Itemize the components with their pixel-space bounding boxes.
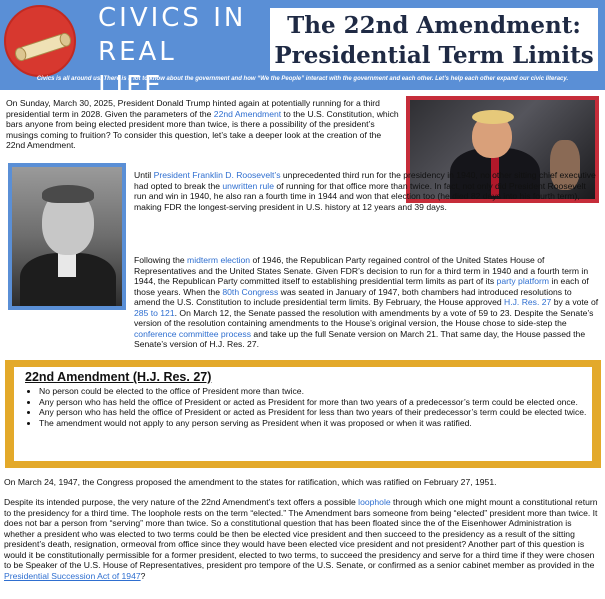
brand-line-1: CIVICS IN: [98, 3, 247, 33]
text-run: by a vote of: [551, 297, 599, 307]
text-run: was seated in January of 1947, both chambers had introduced resolutions to amend the U.S. Constitution to include presidential term limits. By February, the House approved: [134, 286, 572, 307]
list-item: • Any person who has held the office of President or acted as President for less than two years of their predecessor’s term could be elected twice.: [39, 407, 605, 418]
photo-hair: [472, 110, 514, 124]
link-party-platform[interactable]: party platform: [496, 276, 550, 286]
title-box: [270, 8, 598, 71]
header-banner: [0, 0, 605, 101]
text-run: of running for that office more than twice. In fact, not only did President Roosevelt run and win in 1940, he also ran a fourth time in 1944 and won that election too (he died 82 days into his fourth term), making FDR the longest-serving president in U.S. history at 12 years and 39 days.: [134, 180, 586, 212]
list-item: • The amendment would not apply to any person serving as President when it was proposed or when it was ratified.: [39, 418, 605, 429]
ratification-paragraph: On March 24, 1947, the Congress proposed the amendment to the states for ratification, which was ratified on February 27, 1951.: [4, 477, 497, 487]
text-run: . On March 12, the Senate passed the resolution with amendments by a vote of 59 to 23. Despite the Senate’s version of the resolution containing amendments to the House’s original version, the House chose to side-step the: [134, 307, 594, 328]
logo-seal: [4, 5, 76, 77]
link-hj-res-27[interactable]: H.J. Res. 27: [504, 297, 552, 307]
text-run: Despite its intended purpose, the very nature of the 22nd Amendment’s text offers a possible: [4, 497, 359, 507]
title-line-1: The 22nd Amendment:: [287, 12, 581, 39]
link-midterm-election[interactable]: midterm election: [187, 255, 251, 265]
link-22nd-amendment[interactable]: 22nd Amendment: [213, 108, 282, 119]
amendment-box: [5, 360, 601, 468]
text-run: Following the: [134, 255, 188, 265]
portrait-hair: [42, 185, 94, 203]
link-president-roosevelt[interactable]: President Franklin D. Roosevelt’s: [153, 170, 281, 180]
amendment-provisions-list: [17, 386, 605, 428]
text-run: unprecedented third run for the presidency in 1940, no other sitting chief executive had opted to break the: [134, 170, 596, 191]
text-run: On Sunday, March 30, 2025, President Donald Trump hinted again at potentially running for a third presidential term in 2028. Given the parameters of the: [6, 98, 380, 119]
tagline: Civics is all around us. There is a lot to know about the government and how “We the People” interact with the government and each other. Let’s help each other expand our civic literacy.: [36, 76, 569, 82]
link-80th-congress[interactable]: 80th Congress: [222, 286, 279, 297]
text-run: through which one might mount a constitutional return to the presidency for a third time. The loophole rests on the term “elected.” The Amendment bars someone from being “elected” president more than twice. It does not bar a person from “serving” more than twice. So a constitutional question that has been floated since the of the Eisenhower Administration is whether a president who was elected to two terms could be then be elected vice president and then succeed to the presidency as a result of the sitting president’s death, resignation, ormeoval from office since they would have been elected vice president and not president? Another part of this question is would it be constitutionally permissible for a former president, elected to two terms, to succeed the presidency and serve for a third time if they were chosen to be Speaker of the U.S. House of Representatives, president pro tempore of the U.S. Senate, or confirmed as a senior cabinet member as provided in the: [4, 497, 598, 570]
link-unwritten-rule[interactable]: unwritten rule: [222, 180, 274, 191]
list-item: • Any person who has held the office of President or acted as President for more than two years of a predecessor’s term could be elected once.: [39, 397, 605, 408]
roosevelt-paragraph: [134, 170, 598, 212]
constitution-scroll-icon: [17, 33, 69, 62]
link-285-to-121[interactable]: 285 to 121: [134, 307, 175, 318]
brand-name: [98, 1, 248, 103]
intro-paragraph: [6, 98, 402, 151]
title-line-2: Presidential Term Limits: [274, 42, 594, 69]
text-run: to the U.S. Constitution, which bars anyone from being elected president more than twice, is there a possibility of the president’s musings coming to fruition? To consider this question, let’s take a deeper look at the creation of the 22nd Amendment.: [6, 108, 399, 150]
amendment-title: 22nd Amendment (H.J. Res. 27): [25, 370, 212, 384]
brand-line-2: REAL LIFE: [98, 37, 177, 101]
link-presidential-succession-act[interactable]: Presidential Succession Act of 1947: [4, 570, 141, 581]
list-item: • No person could be elected to the office of President more than twice.: [39, 386, 605, 397]
text-run: of 1946, the Republican Party regained control of the United States House of Representatives and the United States Senate. Given FDR’s decision to run for a third term in 1940 and a fourth term in 1944, the Republican Party committed itself to establishing presidential term limits as part of its: [134, 255, 589, 286]
text-run: ?: [140, 570, 146, 581]
link-loophole[interactable]: loophole: [358, 497, 391, 507]
congress-paragraph: [6, 255, 600, 350]
text-run: and take up the full Senate version on March 21. That same day, the House passed the Senate’s version of H.J. Res. 27.: [134, 328, 586, 349]
congress-paragraph-body: [6, 255, 600, 350]
loophole-paragraph: [4, 497, 602, 581]
amendment-box-inner: [14, 367, 592, 461]
text-run: Until: [134, 170, 154, 180]
text-run: in each of those years. When the: [134, 276, 589, 297]
link-conference-committee[interactable]: conference committee process: [134, 328, 252, 339]
